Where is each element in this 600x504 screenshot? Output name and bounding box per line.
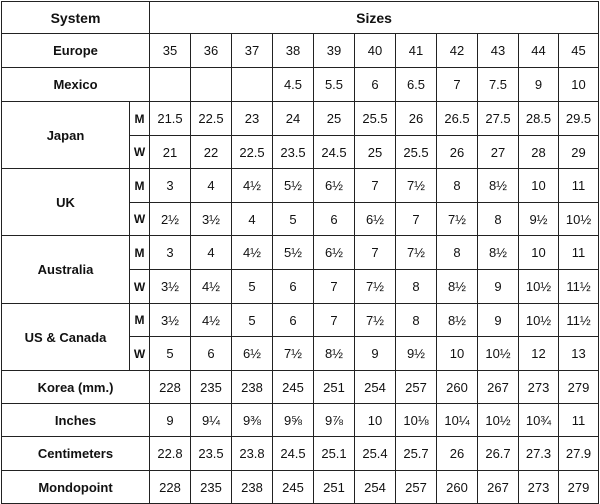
- size-cell: 27.5: [478, 102, 519, 136]
- size-cell: 3: [150, 169, 191, 203]
- size-cell: 10½: [559, 203, 599, 236]
- size-cell: 11½: [559, 270, 599, 304]
- size-cell: 254: [355, 471, 396, 504]
- size-cell: 7: [314, 304, 355, 337]
- size-cell: 6: [273, 270, 314, 304]
- size-cell: 251: [314, 371, 355, 404]
- size-cell: 42: [437, 34, 478, 68]
- size-cell: 10⅛: [396, 404, 437, 437]
- size-cell: 3½: [150, 270, 191, 304]
- size-cell: 8½: [314, 337, 355, 371]
- sizes-column-header: Sizes: [150, 2, 599, 34]
- system-label-inches: Inches: [2, 404, 150, 437]
- size-cell: 9⅞: [314, 404, 355, 437]
- size-cell: 279: [559, 471, 599, 504]
- size-cell: 10½: [519, 270, 559, 304]
- size-cell: 26: [437, 437, 478, 471]
- size-cell: 7½: [396, 236, 437, 270]
- table-row: [2, 169, 599, 203]
- size-cell: 27.9: [559, 437, 599, 471]
- size-cell: 5.5: [314, 68, 355, 102]
- size-cell: [150, 68, 191, 102]
- size-cell: 25.4: [355, 437, 396, 471]
- size-cell: 22.8: [150, 437, 191, 471]
- system-label-uk: UK: [2, 169, 130, 236]
- gender-label-w: W: [130, 337, 150, 371]
- size-cell: 9¼: [191, 404, 232, 437]
- system-label-centimeters: Centimeters: [2, 437, 150, 471]
- size-cell: 238: [232, 471, 273, 504]
- size-cell: 11: [559, 169, 599, 203]
- size-cell: 3½: [191, 203, 232, 236]
- size-cell: 13: [559, 337, 599, 371]
- system-label-europe: Europe: [2, 34, 150, 68]
- size-cell: 273: [519, 371, 559, 404]
- size-cell: 257: [396, 471, 437, 504]
- size-cell: 8: [437, 236, 478, 270]
- size-cell: 228: [150, 371, 191, 404]
- size-cell: 4½: [232, 169, 273, 203]
- size-cell: 24: [273, 102, 314, 136]
- size-cell: 25: [314, 102, 355, 136]
- size-cell: 3½: [150, 304, 191, 337]
- size-cell: 7.5: [478, 68, 519, 102]
- size-cell: 10: [519, 169, 559, 203]
- size-cell: 267: [478, 371, 519, 404]
- size-cell: 8: [396, 270, 437, 304]
- size-cell: 9: [478, 304, 519, 337]
- size-cell: 10: [519, 236, 559, 270]
- system-column-header: System: [2, 2, 150, 34]
- size-cell: 7½: [273, 337, 314, 371]
- size-cell: 10½: [478, 337, 519, 371]
- table-row: [2, 471, 599, 504]
- size-cell: 38: [273, 34, 314, 68]
- size-cell: 21: [150, 136, 191, 169]
- gender-label-m: M: [130, 304, 150, 337]
- size-cell: 245: [273, 371, 314, 404]
- size-cell: 29: [559, 136, 599, 169]
- size-cell: 4½: [232, 236, 273, 270]
- size-cell: 7: [355, 169, 396, 203]
- size-cell: 27: [478, 136, 519, 169]
- size-cell: 6½: [314, 236, 355, 270]
- size-cell: 4½: [191, 270, 232, 304]
- size-cell: 228: [150, 471, 191, 504]
- size-cell: 7½: [437, 203, 478, 236]
- size-cell: 29.5: [559, 102, 599, 136]
- size-cell: 26.7: [478, 437, 519, 471]
- size-cell: 7½: [355, 270, 396, 304]
- size-cell: 44: [519, 34, 559, 68]
- size-cell: 6: [191, 337, 232, 371]
- size-cell: 7: [314, 270, 355, 304]
- size-cell: 9: [519, 68, 559, 102]
- size-cell: 10½: [519, 304, 559, 337]
- size-cell: 8: [437, 169, 478, 203]
- size-cell: 7½: [396, 169, 437, 203]
- size-cell: 28.5: [519, 102, 559, 136]
- size-cell: 4.5: [273, 68, 314, 102]
- system-label-australia: Australia: [2, 236, 130, 304]
- size-cell: 11½: [559, 304, 599, 337]
- size-cell: 8½: [437, 270, 478, 304]
- size-cell: 10: [559, 68, 599, 102]
- size-cell: 10¼: [437, 404, 478, 437]
- size-cell: 9: [150, 404, 191, 437]
- gender-label-w: W: [130, 136, 150, 169]
- system-label-us-canada: US & Canada: [2, 304, 130, 371]
- size-cell: 7½: [355, 304, 396, 337]
- size-cell: 6: [355, 68, 396, 102]
- size-cell: 45: [559, 34, 599, 68]
- size-cell: 5½: [273, 236, 314, 270]
- size-cell: 2½: [150, 203, 191, 236]
- size-cell: 9: [478, 270, 519, 304]
- size-cell: 25.1: [314, 437, 355, 471]
- size-cell: 21.5: [150, 102, 191, 136]
- size-cell: 6½: [355, 203, 396, 236]
- size-cell: 41: [396, 34, 437, 68]
- size-cell: 5: [273, 203, 314, 236]
- size-cell: 251: [314, 471, 355, 504]
- size-cell: 36: [191, 34, 232, 68]
- gender-label-w: W: [130, 270, 150, 304]
- table-row: [2, 68, 599, 102]
- size-cell: 6½: [232, 337, 273, 371]
- size-cell: 7: [355, 236, 396, 270]
- size-cell: [191, 68, 232, 102]
- size-cell: 4: [191, 169, 232, 203]
- size-cell: 257: [396, 371, 437, 404]
- size-cell: 23.8: [232, 437, 273, 471]
- size-cell: 37: [232, 34, 273, 68]
- size-cell: 4: [191, 236, 232, 270]
- gender-label-w: W: [130, 203, 150, 236]
- table-row: [2, 304, 599, 337]
- size-cell: 238: [232, 371, 273, 404]
- size-cell: 260: [437, 471, 478, 504]
- table-row: [2, 404, 599, 437]
- system-label-mexico: Mexico: [2, 68, 150, 102]
- size-cell: 24.5: [314, 136, 355, 169]
- size-cell: 10½: [478, 404, 519, 437]
- size-cell: 28: [519, 136, 559, 169]
- size-cell: 11: [559, 236, 599, 270]
- size-cell: 254: [355, 371, 396, 404]
- size-cell: 24.5: [273, 437, 314, 471]
- table-row: [2, 34, 599, 68]
- size-cell: 25.5: [396, 136, 437, 169]
- size-cell: [232, 68, 273, 102]
- size-cell: 26: [437, 136, 478, 169]
- size-cell: 8: [396, 304, 437, 337]
- table-row: [2, 236, 599, 270]
- size-cell: 279: [559, 371, 599, 404]
- table-row: [2, 371, 599, 404]
- size-cell: 9½: [519, 203, 559, 236]
- size-cell: 27.3: [519, 437, 559, 471]
- size-cell: 22: [191, 136, 232, 169]
- size-cell: 7: [396, 203, 437, 236]
- size-cell: 9⅜: [232, 404, 273, 437]
- size-cell: 4: [232, 203, 273, 236]
- size-cell: 5½: [273, 169, 314, 203]
- table-row: [2, 437, 599, 471]
- table-row: [2, 102, 599, 136]
- size-cell: 11: [559, 404, 599, 437]
- system-label-japan: Japan: [2, 102, 130, 169]
- size-cell: 3: [150, 236, 191, 270]
- size-cell: 43: [478, 34, 519, 68]
- size-cell: 9½: [396, 337, 437, 371]
- size-cell: 40: [355, 34, 396, 68]
- size-cell: 6.5: [396, 68, 437, 102]
- size-cell: 6: [314, 203, 355, 236]
- size-cell: 267: [478, 471, 519, 504]
- system-label-mondopoint: Mondopoint: [2, 471, 150, 504]
- size-rows: [2, 34, 599, 504]
- size-cell: 25: [355, 136, 396, 169]
- size-cell: 22.5: [191, 102, 232, 136]
- size-cell: 9⅝: [273, 404, 314, 437]
- size-cell: 23.5: [191, 437, 232, 471]
- size-cell: 26.5: [437, 102, 478, 136]
- size-cell: 260: [437, 371, 478, 404]
- size-cell: 10: [355, 404, 396, 437]
- size-cell: 4½: [191, 304, 232, 337]
- size-cell: 23: [232, 102, 273, 136]
- size-cell: 6½: [314, 169, 355, 203]
- gender-label-m: M: [130, 102, 150, 136]
- size-cell: 26: [396, 102, 437, 136]
- size-cell: 22.5: [232, 136, 273, 169]
- size-cell: 10: [437, 337, 478, 371]
- size-cell: 39: [314, 34, 355, 68]
- size-cell: 35: [150, 34, 191, 68]
- size-cell: 235: [191, 471, 232, 504]
- size-cell: 23.5: [273, 136, 314, 169]
- size-cell: 9: [355, 337, 396, 371]
- size-cell: 10¾: [519, 404, 559, 437]
- size-cell: 7: [437, 68, 478, 102]
- size-cell: 12: [519, 337, 559, 371]
- size-cell: 8½: [437, 304, 478, 337]
- gender-label-m: M: [130, 169, 150, 203]
- size-cell: 8: [478, 203, 519, 236]
- size-cell: 6: [273, 304, 314, 337]
- size-cell: 25.5: [355, 102, 396, 136]
- size-cell: 8½: [478, 236, 519, 270]
- system-label-korea-mm: Korea (mm.): [2, 371, 150, 404]
- shoe-size-conversion-table: [1, 1, 599, 504]
- size-cell: 245: [273, 471, 314, 504]
- size-cell: 235: [191, 371, 232, 404]
- size-cell: 25.7: [396, 437, 437, 471]
- gender-label-m: M: [130, 236, 150, 270]
- size-cell: 5: [150, 337, 191, 371]
- size-cell: 273: [519, 471, 559, 504]
- size-cell: 8½: [478, 169, 519, 203]
- size-cell: 5: [232, 304, 273, 337]
- size-cell: 5: [232, 270, 273, 304]
